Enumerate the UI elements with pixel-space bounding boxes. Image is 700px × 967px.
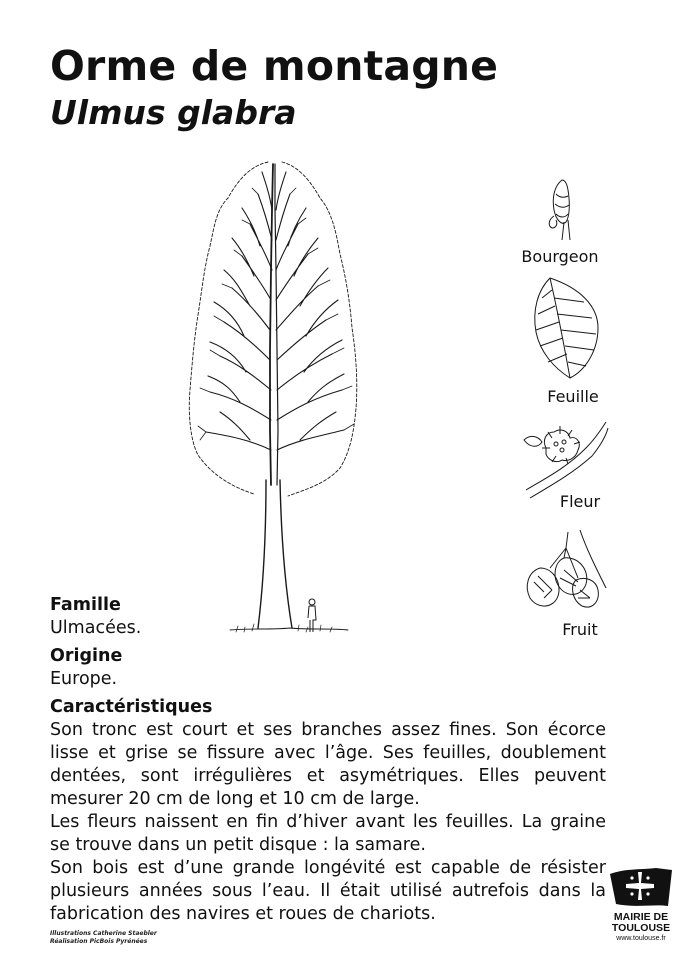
production-credit: Réalisation PicBois Pyrénées (50, 938, 148, 945)
flower-icon (516, 418, 610, 502)
characteristics-heading: Caractéristiques (50, 697, 213, 717)
family-section (50, 594, 606, 640)
paragraph-trunk-leaves: Son tronc est court et ses branches assez fines. Son écorce lisse et grise se fissure avec l’âge. Ses feuilles, doublement dentées, sont irrégulières et asymétriques. Elles peuvent mesurer 20 cm de long et 10 cm de large. (50, 720, 606, 809)
scientific-name: Ulmus glabra (50, 93, 297, 132)
family-value: Ulmacées. (50, 618, 142, 638)
bud-icon (540, 176, 580, 242)
origin-value: Europe. (50, 669, 118, 689)
credits (50, 930, 157, 946)
logo-line-1: MAIRIE DE (613, 911, 669, 923)
leaf-icon (530, 274, 602, 382)
family-heading: Famille (50, 595, 121, 615)
illustration-credit: Illustrations Catherine Staebler (50, 930, 157, 937)
bud-label: Bourgeon (521, 247, 599, 266)
paragraph-wood: Son bois est d’une grande longévité est capable de résister plusieurs années sous l’eau. Il était utilisé autrefois dans la fabrication des navires et roues de chariots. (50, 858, 606, 924)
characteristics-section (50, 696, 606, 926)
origin-heading: Origine (50, 646, 123, 666)
page-title: Orme de montagne (50, 42, 499, 90)
paragraph-flowers: Les fleurs naissent en fin d’hiver avant les feuilles. La graine se trouve dans un petit disque : la samare. (50, 812, 606, 855)
toulouse-cross-flag-icon (606, 866, 676, 910)
logo-url: www.toulouse.fr (616, 935, 666, 942)
logo-line-2: TOULOUSE (611, 922, 671, 934)
origin-section (50, 645, 606, 691)
flower-label: Fleur (559, 492, 601, 511)
leaf-label: Feuille (547, 387, 599, 406)
tree-illustration (180, 150, 370, 640)
fruit-label: Fruit (562, 620, 598, 639)
